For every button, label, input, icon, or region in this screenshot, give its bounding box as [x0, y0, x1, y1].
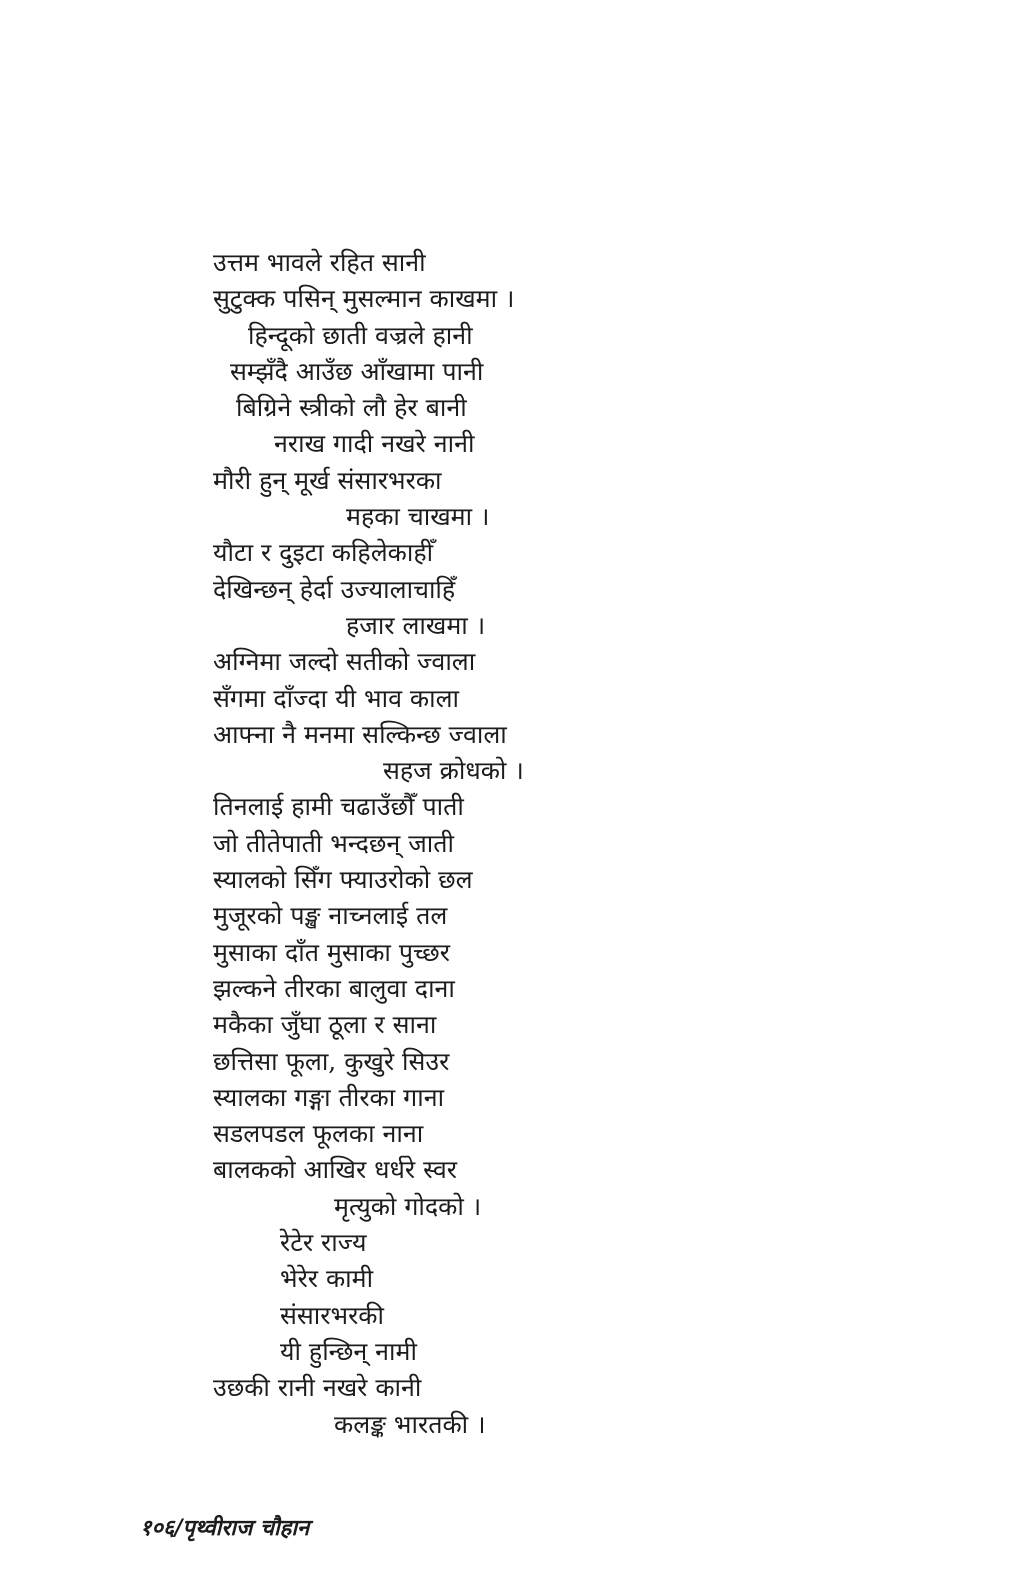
poem-line — [0, 1080, 1024, 1116]
poem-line — [0, 318, 1024, 354]
poem-line — [0, 1225, 1024, 1261]
book-title: पृथ्वीराज चौहान — [182, 1515, 310, 1541]
poem-line — [0, 1116, 1024, 1152]
poem-line-text: संसारभरकी — [280, 1300, 384, 1330]
poem-line — [0, 499, 1024, 535]
page-footer — [140, 1512, 309, 1542]
poem-line — [0, 390, 1024, 426]
poem-line — [0, 463, 1024, 499]
poem-line — [0, 681, 1024, 717]
poem-line — [0, 608, 1024, 644]
poem-line — [0, 753, 1024, 789]
poem-line — [0, 1044, 1024, 1080]
poem-line-text: झल्कने तीरका बालुवा दाना — [213, 973, 455, 1003]
poem-line — [0, 717, 1024, 753]
poem-line-text: बिग्रिने स्त्रीको लौ हेर बानी — [236, 393, 467, 423]
poem-line-text: सम्झँदै आउँछ आँखामा पानी — [230, 356, 484, 386]
poem-line — [0, 354, 1024, 390]
poem-line — [0, 281, 1024, 317]
poem-line-text: भेरेर कामी — [280, 1264, 374, 1294]
poem-line-text: देखिन्छन् हेर्दा उज्यालाचाहिँ — [213, 574, 456, 604]
poem-line-text: रेटेर राज्य — [280, 1228, 367, 1258]
poem-line-text: कलङ्क भारतकी । — [334, 1409, 486, 1439]
poem-line — [0, 1407, 1024, 1443]
poem-line-text: हिन्दूको छाती वज्रले हानी — [248, 320, 473, 350]
page-number: १०६ — [140, 1515, 175, 1541]
poem-line — [0, 1334, 1024, 1370]
poem-line-text: उछकी रानी नखरे कानी — [213, 1373, 422, 1403]
poem-line-text: मुसाका दाँत मुसाका पुच्छर — [213, 937, 450, 967]
poem-line — [0, 245, 1024, 281]
poem-line — [0, 535, 1024, 571]
poem-line — [0, 644, 1024, 680]
poem-line — [0, 572, 1024, 608]
footer-separator: / — [174, 1515, 183, 1541]
poem-line-text: मौरी हुन् मूर्ख संसारभरका — [213, 465, 442, 495]
poem-line-text: सँगमा दाँज्दा यी भाव काला — [213, 683, 460, 713]
poem-line-text: महका चाखमा । — [346, 502, 490, 532]
poem-line — [0, 826, 1024, 862]
poem-line-text: नराख गादी नखरे नानी — [274, 429, 475, 459]
poem-line-text: यौटा र दुइटा कहिलेकाहीँ — [213, 538, 434, 568]
poem-line — [0, 898, 1024, 934]
poem-line-text: आफ्ना नै मनमा सल्किन्छ ज्वाला — [213, 719, 507, 749]
poem-line-text: छत्तिसा फूला, कुखुरे सिउर — [213, 1046, 450, 1076]
poem-line-text: उत्तम भावले रहित सानी — [213, 248, 426, 277]
poem-line-text: हजार लाखमा । — [346, 610, 486, 640]
poem-line-text: सुटुक्क पसिन् मुसल्मान काखमा । — [213, 284, 515, 314]
poem-line — [0, 1298, 1024, 1334]
poem-line — [0, 862, 1024, 898]
poem-line — [0, 1189, 1024, 1225]
poem-line — [0, 1370, 1024, 1406]
poem-line-text: मकैका जुँघा ठूला र साना — [213, 1010, 437, 1040]
poem-line-text: स्यालको सिँग फ्याउरोको छल — [213, 865, 473, 895]
poem-line-text: सडलपडल फूलका नाना — [213, 1119, 424, 1149]
poem-line-text: स्यालका गङ्गा तीरका गाना — [213, 1082, 445, 1112]
poem-line — [0, 1152, 1024, 1188]
poem-line-text: अग्निमा जल्दो सतीको ज्वाला — [213, 647, 476, 677]
poem-line — [0, 935, 1024, 971]
poem-line-text: सहज क्रोधको । — [383, 756, 524, 786]
poem-line — [0, 1261, 1024, 1297]
poem-line-text: यी हुन्छिन् नामी — [280, 1336, 417, 1366]
poem-line — [0, 971, 1024, 1007]
poem-line-text: मुजूरको पङ्ख नाच्नलाई तल — [213, 901, 448, 931]
poem-line-text: बालकको आखिर धर्धरे स्वर — [213, 1155, 457, 1185]
poem-line — [0, 1007, 1024, 1043]
poem-line — [0, 789, 1024, 825]
poem-body — [0, 245, 1024, 1443]
poem-line-text: जो तीतेपाती भन्दछन् जाती — [213, 828, 454, 858]
poem-line-text: तिनलाई हामी चढाउँछौँ पाती — [213, 792, 464, 822]
poem-line — [0, 426, 1024, 462]
poem-line-text: मृत्युको गोदको । — [334, 1191, 482, 1221]
